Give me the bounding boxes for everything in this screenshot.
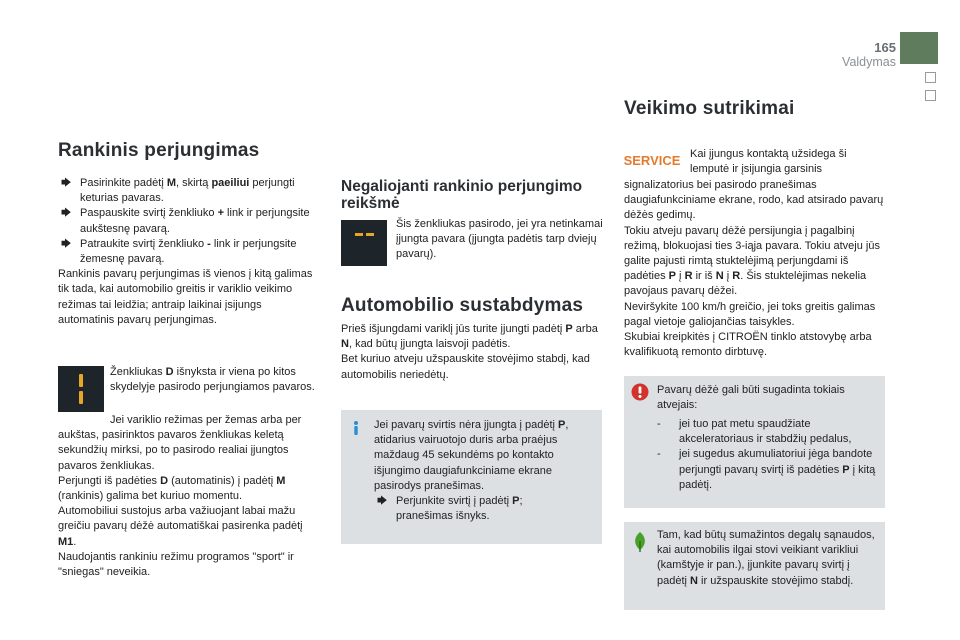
paragraph: Neviršykite 100 km/h greičio, jei toks greitis galimas pagal vietoje galiojančias taisykles.	[624, 300, 876, 328]
list-item: 🡆 Perjunkite svirtį į padėtį P;	[377, 495, 523, 508]
title-manual-shift: Rankinis perjungimas	[58, 140, 260, 161]
warning-box: Pavarų dėžė gali būti sugadinta tokiais atvejais: - jei tuo pat metu spaudžiate akceleratoriaus ir stabdžių pedalus, - jei sugedus akumuliatoriui jėga bandote perjungti pavarų svirtį iš padėties P į kitą padėtį.	[624, 376, 885, 508]
list-item: 🡆 Pasirinkite padėtį M, skirtą paeiliui perjungti keturias pavaras.	[61, 177, 295, 205]
d-indicator-text: Ženkliukas D išnyksta ir viena po kitos skydelyje pasirodo perjungiamos pavaros.	[110, 366, 315, 394]
title-vehicle-stop: Automobilio sustabdymas	[341, 295, 584, 316]
chapter-tab-empty	[925, 72, 936, 83]
paragraph: Skubiai kreipkitės į CITROËN tinklo atstovybę arba kvalifikuotą remonto dirbtuvę.	[624, 331, 872, 359]
paragraph: Rankinis pavarų perjungimas iš vienos į kitą galimas tik tada, kai automobilio greitis ir variklio veikimo režimas tai leidžia; antraip laikinai įsijungs automatinis pavarų perjungimas.	[58, 268, 313, 326]
list-item: 🡆 Patraukite svirtį ženkliuko - link ir perjungsite žemesnę pavarą.	[61, 237, 297, 266]
info-icon	[348, 420, 364, 436]
eco-box: Tam, kad būtų sumažintos degalų sąnaudos, kai automobilis ilgai stovi veikiant varikliui (kamštyje ir pan.), įjunkite pavarų svirtį į padėtį N ir užspauskite stovėjimo stabdį.	[624, 522, 885, 610]
vehicle-stop-text	[341, 322, 603, 383]
chapter-tab-empty	[925, 90, 936, 101]
list-item: - jei tuo pat metu spaudžiate akceleratoriaus ir stabdžių pedalus,	[657, 418, 852, 446]
paragraph: signalizatorius bei pasirodo pranešimas daugiafunkciniame ekrane, rodo, kad atsirado pavarų dėžės gedimų.	[624, 179, 884, 222]
fault-text-intro: Kai įjungus kontaktą užsidega ši lemputė ir įsijungia garsinis	[690, 148, 847, 176]
page-number: 165	[874, 40, 896, 55]
section-name: Valdymas	[842, 55, 896, 69]
paragraph: Tokiu atveju pavarų dėžė persijungia į pagalbinį režimą, blokuojasi ties 3-iąja pavara. Tokiu atveju jūs galite pajusti rimtą stuktelėjimą perjungdami iš padėties P į R ir iš N į R. Šis stuktelėjimas nekelia pavojaus pavarų dėžei.	[624, 224, 880, 298]
leaf-icon	[631, 531, 649, 553]
gear-display-icon	[58, 366, 104, 412]
svg-text:SERVICE: SERVICE	[624, 153, 680, 168]
invalid-gear-icon	[341, 220, 387, 266]
manual-shift-text	[58, 176, 316, 328]
info-box: Jei pavarų svirtis nėra įjungta į padėtį P, atidarius vairuotojo duris arba praėjus maždaug 45 sekundėms po kontakto išjungimo daugiafunkciniame ekrane pasirodys pranešimas. 🡆 Perjunkite svirtį į padėtį P; pranešimas išnyks.	[341, 410, 602, 544]
paragraph: Prieš išjungdami variklį jūs turite įjungti padėtį P arba N, kad būtų įjungta laisvoji padėtis.	[341, 323, 598, 351]
list-item: - jei sugedus akumuliatoriui jėga bandote perjungti pavarų svirtį iš padėties P į kitą padėtį.	[657, 448, 876, 491]
paragraph: Bet kuriuo atveju užspauskite stovėjimo stabdį, kad automobilis neriedėtų.	[341, 353, 590, 381]
chapter-tab	[900, 32, 938, 64]
paragraph: Naudojantis rankiniu režimu programos "sport" ir "sniegas" neveikia.	[58, 550, 294, 579]
fault-text	[624, 178, 886, 360]
invalid-shift-text: Šis ženkliukas pasirodo, jei yra netinkamai įjungta pavara (įjungta padėtis tarp dviejų pavarų).	[396, 218, 603, 261]
service-warning-icon	[624, 148, 680, 172]
manual-shift-text-2	[58, 413, 320, 580]
paragraph: Automobiliui sustojus arba važiuojant labai mažu greičiu pavarų dėžė automatiškai pasirenka padėtį M1.	[58, 505, 303, 548]
warning-icon	[631, 383, 649, 401]
list-item: 🡆 Paspauskite svirtį ženkliuko + link ir perjungsite aukštesnę pavarą.	[61, 207, 310, 235]
title-malfunctions: Veikimo sutrikimai	[624, 98, 795, 119]
title-invalid-shift: Negaliojanti rankinio perjungimo reikšmė	[341, 178, 583, 212]
paragraph: Perjungti iš padėties D (automatinis) į padėtį M (rankinis) galima bet kuriuo momentu.	[58, 474, 286, 503]
paragraph: Jei variklio režimas per žemas arba per aukštas, pasirinktos pavaros ženkliukas keletą sekundžių mirksi, po to pasirodo realiai įjungtos pavaros ženkliukas.	[58, 414, 302, 472]
